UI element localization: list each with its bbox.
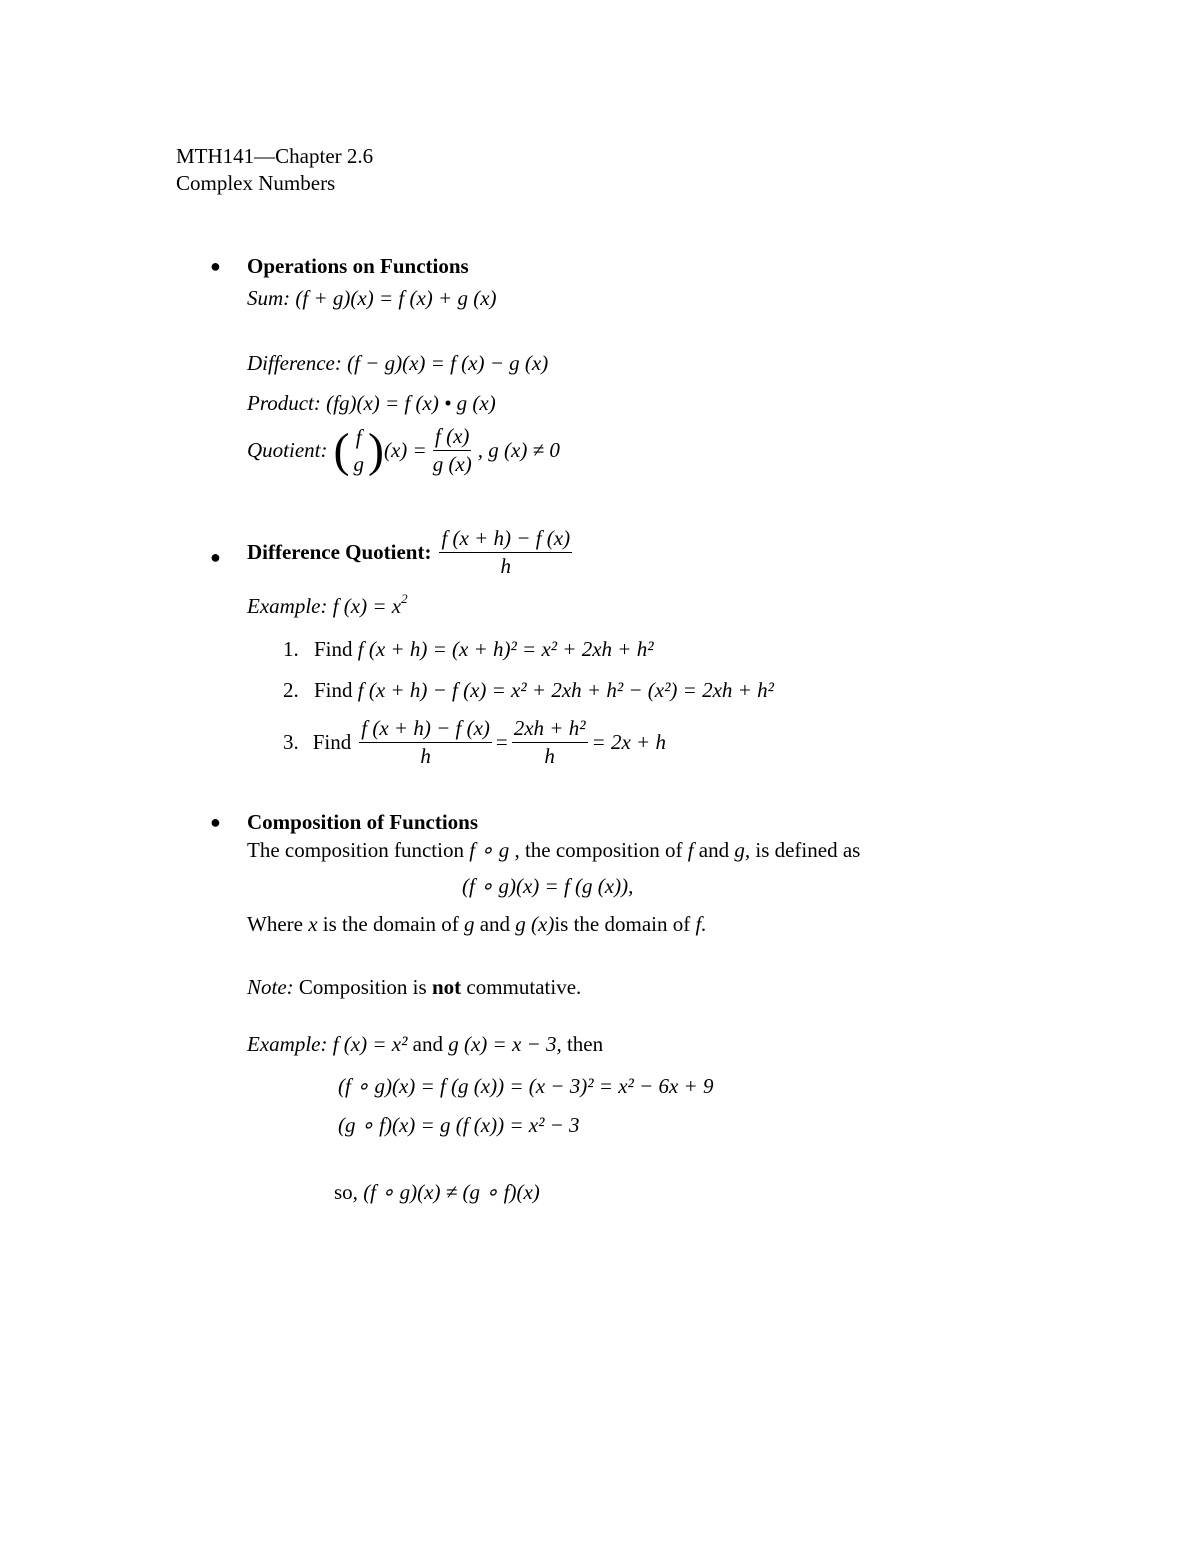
step3-tail: = 2x + h: [591, 730, 666, 754]
step3-frac2-num: 2xh + h²: [512, 718, 588, 743]
composition-example: [247, 1034, 603, 1055]
dq-numerator: f (x + h) − f (x): [439, 528, 572, 553]
dq-example-exponent: 2: [401, 591, 408, 606]
operations-heading: Operations on Functions: [247, 254, 469, 278]
note-bold: not: [431, 975, 462, 999]
bullet-icon: ●: [210, 256, 221, 276]
sum-formula: (f + g)(x) = f (x) + g (x): [295, 286, 497, 310]
quotient-left-num: f: [355, 424, 362, 449]
composition-conclusion: [334, 1182, 540, 1203]
composition-intro-g: g,: [734, 838, 751, 862]
step-number: 2.: [283, 678, 299, 702]
step-3: [283, 718, 666, 767]
composition-intro: [247, 840, 860, 861]
composition-line-2: (g ∘ f)(x) = g (f (x)) = x² − 3: [338, 1113, 580, 1137]
where-d: is the domain of: [554, 912, 696, 936]
note-a: Composition is: [293, 975, 432, 999]
where-x: x: [308, 912, 318, 936]
step3-equals: =: [495, 730, 508, 754]
composition-note: [247, 977, 581, 998]
step-number: 3.: [283, 730, 299, 754]
where-gx: g (x): [515, 912, 555, 936]
product-row: [247, 393, 496, 414]
composition-example-f: f (x) = x²: [332, 1032, 408, 1056]
course-subtitle: Complex Numbers: [176, 171, 336, 195]
composition-example-then: then: [561, 1032, 604, 1056]
where-f: f.: [695, 912, 707, 936]
quotient-label: Quotient:: [247, 438, 328, 462]
dq-example-formula: f (x) = x: [332, 594, 402, 618]
quotient-row: [247, 423, 560, 477]
step-word: Find: [314, 637, 353, 661]
where-a: Where: [247, 912, 309, 936]
composition-intro-d: is defined as: [750, 838, 861, 862]
composition-intro-b: , the composition of: [509, 838, 688, 862]
bullet-icon: ●: [210, 547, 221, 567]
quotient-right-den: g (x): [432, 452, 472, 476]
difference-formula: (f − g)(x) = f (x) − g (x): [347, 351, 549, 375]
quotient-left-fraction: [351, 424, 366, 476]
step3-fraction-1: [359, 718, 492, 767]
step-word: Find: [312, 730, 352, 754]
step-2: [283, 680, 774, 701]
step-word: Find: [314, 678, 353, 702]
composition-heading: Composition of Functions: [247, 810, 479, 834]
where-c: and: [474, 912, 516, 936]
composition-intro-a: The composition function: [247, 838, 470, 862]
step-1: [283, 639, 654, 660]
sum-row: [247, 288, 497, 309]
composition-line-1: (f ∘ g)(x) = f (g (x)) = (x − 3)² = x² − 6x + 9: [338, 1074, 714, 1098]
composition-where: [247, 914, 707, 935]
quotient-left-den: g: [353, 451, 364, 476]
paren-close: ): [367, 423, 384, 477]
dq-example-row: [247, 591, 408, 618]
difference-label: Difference:: [247, 351, 342, 375]
difference-quotient-row: [247, 528, 576, 577]
difference-quotient-fraction: [439, 528, 572, 577]
where-g: g: [463, 912, 475, 936]
difference-row: [247, 353, 548, 374]
where-b: is the domain of: [317, 912, 464, 936]
so-formula: (f ∘ g)(x) ≠ (g ∘ f)(x): [363, 1180, 540, 1204]
dq-example-label: Example:: [247, 594, 328, 618]
composition-intro-c: and: [693, 838, 735, 862]
quotient-right-num: f (x): [433, 426, 471, 451]
composition-example-and: and: [407, 1032, 449, 1056]
composition-intro-fog: f ∘ g: [469, 838, 510, 862]
step-formula: f (x + h) = (x + h)² = x² + 2xh + h²: [357, 637, 654, 661]
step-number: 1.: [283, 637, 299, 661]
product-formula: (fg)(x) = f (x) • g (x): [326, 391, 496, 415]
quotient-right-fraction: [431, 426, 474, 475]
composition-intro-f: f: [687, 838, 694, 862]
quotient-mid: (x) =: [383, 438, 427, 462]
step3-frac2-den: h: [544, 744, 555, 768]
so-word: so,: [334, 1180, 358, 1204]
step3-fraction-2: [512, 718, 588, 767]
composition-example-label: Example:: [247, 1032, 328, 1056]
difference-quotient-heading: Difference Quotient:: [247, 540, 432, 564]
step-formula: f (x + h) − f (x) = x² + 2xh + h² − (x²) = 2xh + h²: [357, 678, 774, 702]
note-b: commutative.: [461, 975, 582, 999]
step3-frac1-num: f (x + h) − f (x): [359, 718, 492, 743]
note-label: Note:: [247, 975, 294, 999]
sum-label: Sum:: [247, 286, 291, 310]
bullet-icon: ●: [210, 812, 221, 832]
step3-frac1-den: h: [420, 744, 431, 768]
quotient-condition: , g (x) ≠ 0: [477, 438, 560, 462]
composition-example-g: g (x) = x − 3,: [448, 1032, 562, 1056]
course-title: MTH141—Chapter 2.6: [176, 144, 374, 168]
dq-denominator: h: [500, 554, 512, 578]
product-label: Product:: [247, 391, 321, 415]
composition-definition: (f ∘ g)(x) = f (g (x)),: [462, 874, 634, 898]
paren-open: (: [333, 423, 350, 477]
